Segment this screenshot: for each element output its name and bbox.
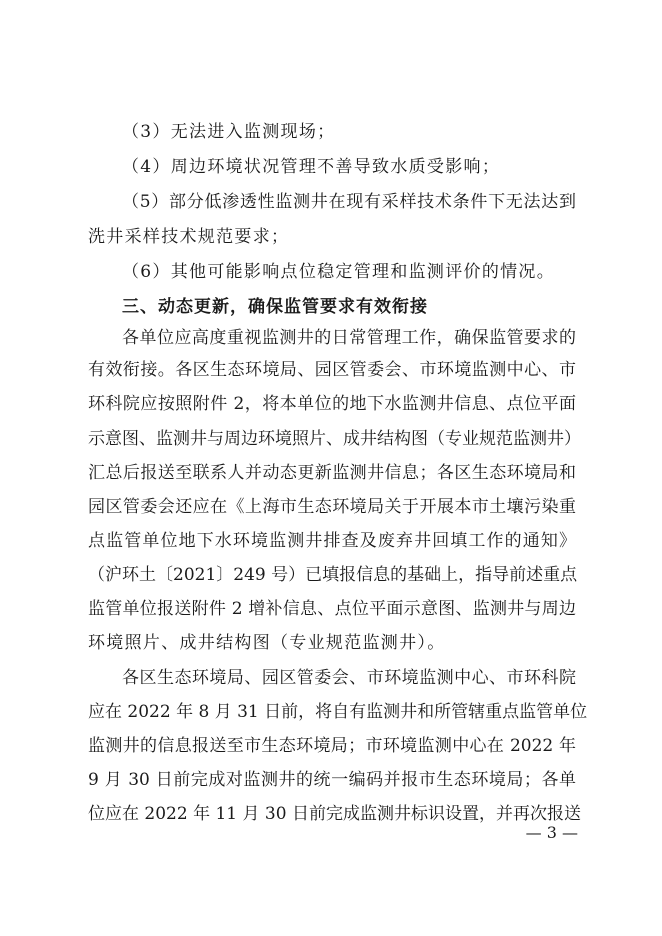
paragraph-line: 示意图、监测井与周边环境照片、成井结构图（专业规范监测井） [88, 429, 581, 449]
paragraph-line: 监测井的信息报送至市生态环境局；市环境监测中心在 2022 年 [88, 736, 576, 756]
item-5: （5）部分低渗透性监测井在现有采样技术条件下无法达到 [122, 192, 576, 212]
item-3: （3）无法进入监测现场； [122, 122, 336, 142]
paragraph-line: 点监管单位地下水环境监测井排查及废弃井回填工作的通知》 [88, 531, 576, 551]
paragraph-line: 应在 2022 年 8 月 31 日前，将自有监测井和所管辖重点监管单位 [88, 702, 588, 722]
paragraph-line: 监管单位报送附件 2 增补信息、点位平面示意图、监测井与周边 [88, 599, 576, 619]
paragraph-line: 环境照片、成井结构图（专业规范监测井）。 [88, 633, 446, 653]
paragraph-line: 各区生态环境局、园区管委会、市环境监测中心、市环科院 [122, 668, 576, 688]
paragraph-line: 环科院应按照附件 2，将本单位的地下水监测井信息、点位平面 [88, 394, 576, 414]
paragraph-line: 各单位应高度重视监测井的日常管理工作，确保监管要求的 [122, 328, 576, 348]
paragraph-line: 汇总后报送至联系人并动态更新监测井信息；各区生态环境局和 [88, 463, 576, 483]
item-5-continued: 洗井采样技术规范要求； [88, 227, 290, 247]
section-heading: 三、动态更新，确保监管要求有效衔接 [122, 297, 428, 317]
paragraph-line: 有效衔接。各区生态环境局、园区管委会、市环境监测中心、市 [88, 360, 576, 380]
page-number: — 3 — [525, 823, 578, 842]
paragraph-line: 9 月 30 日前完成对监测井的统一编码并报市生态环境局；各单 [88, 770, 576, 790]
item-6: （6）其他可能影响点位稳定管理和监测评价的情况。 [122, 262, 556, 282]
paragraph-line: （沪环土〔2021〕249 号）已填报信息的基础上，指导前述重点 [88, 565, 578, 585]
paragraph-line: 位应在 2022 年 11 月 30 日前完成监测井标识设置，并再次报送 [88, 804, 581, 824]
paragraph-line: 园区管委会还应在《上海市生态环境局关于开展本市土壤污染重 [88, 497, 576, 517]
item-4: （4）周边环境状况管理不善导致水质受影响； [122, 157, 501, 177]
